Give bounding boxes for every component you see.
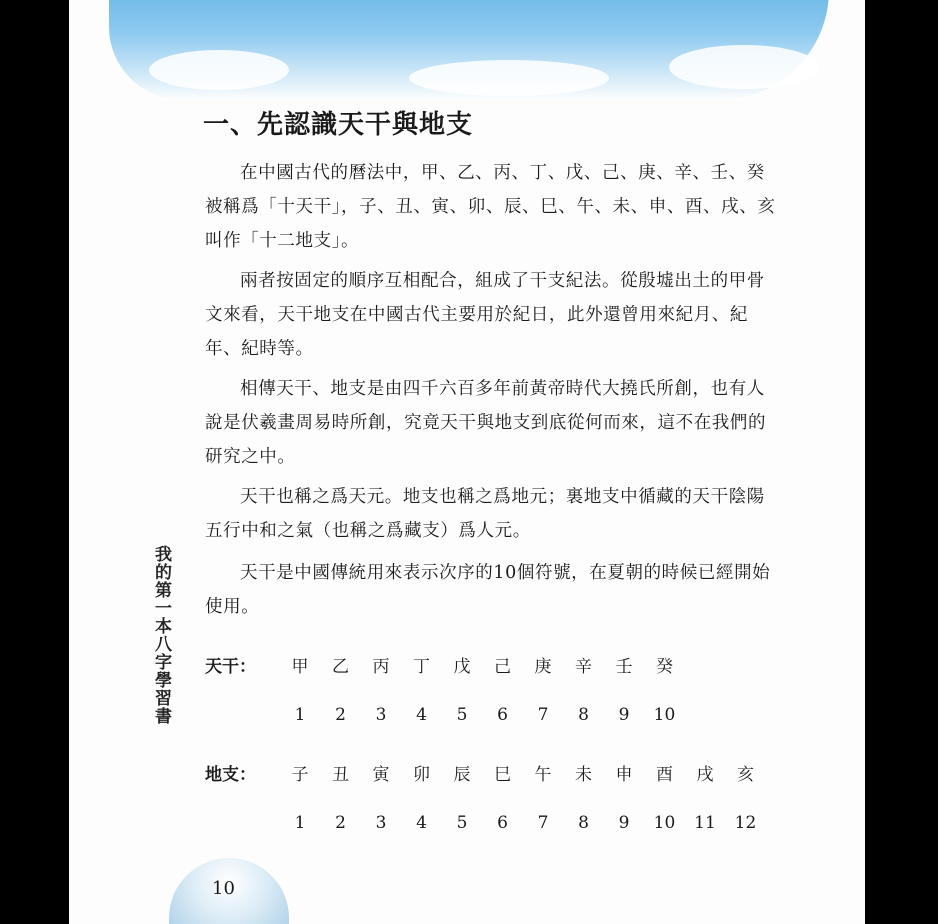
tiangan-number-row <box>205 705 805 735</box>
paragraph-3: 相傳天干、地支是由四千六百多年前黃帝時代大撓氏所創，也有人說是伏羲畫周易時所創，究竟天干與地支到底從何而來，這不在我們的研究之中。 <box>205 379 767 467</box>
tiangan-number: 6 <box>497 705 508 725</box>
dizhi-label: 地支： <box>205 765 256 785</box>
tiangan-char: 乙 <box>332 657 349 677</box>
book-page <box>69 0 865 924</box>
cloud-shape <box>669 45 819 89</box>
tiangan-char: 丁 <box>413 657 430 677</box>
dizhi-char: 未 <box>575 765 592 785</box>
dizhi-char: 酉 <box>656 765 673 785</box>
dizhi-char: 辰 <box>453 765 471 785</box>
dizhi-number: 12 <box>734 813 757 833</box>
book-side-title: 我的第一本八字學習書 <box>151 545 171 725</box>
dizhi-row <box>205 760 805 790</box>
dizhi-char: 戌 <box>696 765 714 785</box>
dizhi-char: 巳 <box>494 765 511 785</box>
dizhi-number: 1 <box>294 813 306 833</box>
paragraph-1: 在中國古代的曆法中，甲、乙、丙、丁、戊、己、庚、辛、壬、癸被稱爲「十天干」，子、丑、寅、卯、辰、巳、午、未、申、酉、戌、亥叫作「十二地支」。 <box>205 163 776 251</box>
paragraph-2: 兩者按固定的順序互相配合，組成了干支紀法。從殷墟出土的甲骨文來看，天干地支在中國古代主要用於紀日，此外還曾用來紀月、紀年、紀時等。 <box>205 271 765 359</box>
tiangan-char: 辛 <box>575 657 592 677</box>
page-number: 10 <box>212 878 235 899</box>
tiangan-number: 4 <box>416 705 427 725</box>
tiangan-label: 天干： <box>205 657 256 677</box>
paragraph-5: 天干是中國傳統用來表示次序的10個符號，在夏朝的時候已經開始使用。 <box>205 563 771 617</box>
dizhi-number: 5 <box>456 813 468 833</box>
cloud-shape <box>409 60 609 96</box>
tiangan-number: 8 <box>578 705 589 725</box>
tiangan-number: 10 <box>653 705 676 725</box>
sky-illustration <box>109 0 829 100</box>
dizhi-number: 9 <box>618 813 630 833</box>
dizhi-char: 子 <box>291 765 309 785</box>
dizhi-number: 4 <box>416 813 427 833</box>
tiangan-char: 己 <box>494 657 511 677</box>
dizhi-number: 6 <box>497 813 508 833</box>
tiangan-number: 3 <box>375 705 387 725</box>
tiangan-char: 甲 <box>291 657 309 677</box>
dizhi-char: 卯 <box>413 765 430 785</box>
tiangan-char: 癸 <box>656 657 673 677</box>
dizhi-number: 10 <box>653 813 676 833</box>
dizhi-number: 3 <box>375 813 387 833</box>
dizhi-char: 申 <box>615 765 633 785</box>
section-heading: 一、先認識天干與地支 <box>203 110 474 140</box>
tiangan-number: 9 <box>618 705 630 725</box>
dizhi-number: 2 <box>335 813 346 833</box>
dizhi-char: 丑 <box>332 765 349 785</box>
tiangan-char: 庚 <box>534 657 552 677</box>
tiangan-number: 7 <box>537 705 549 725</box>
dizhi-char: 午 <box>534 765 552 785</box>
tiangan-char: 丙 <box>372 657 390 677</box>
dizhi-number: 8 <box>578 813 589 833</box>
dizhi-number: 7 <box>537 813 549 833</box>
dizhi-number-row <box>205 813 805 843</box>
cloud-shape <box>149 50 289 90</box>
dizhi-number: 11 <box>694 813 716 833</box>
dizhi-char: 寅 <box>372 765 390 785</box>
tiangan-char: 壬 <box>615 657 633 677</box>
tiangan-char: 戊 <box>453 657 471 677</box>
tiangan-number: 5 <box>456 705 468 725</box>
paragraph-4: 天干也稱之爲天元。地支也稱之爲地元；裏地支中循藏的天干陰陽五行中和之氣（也稱之爲藏支）爲人元。 <box>205 487 765 541</box>
dizhi-char: 亥 <box>737 765 754 785</box>
tiangan-row <box>205 652 805 682</box>
tiangan-number: 2 <box>335 705 346 725</box>
tiangan-number: 1 <box>294 705 306 725</box>
